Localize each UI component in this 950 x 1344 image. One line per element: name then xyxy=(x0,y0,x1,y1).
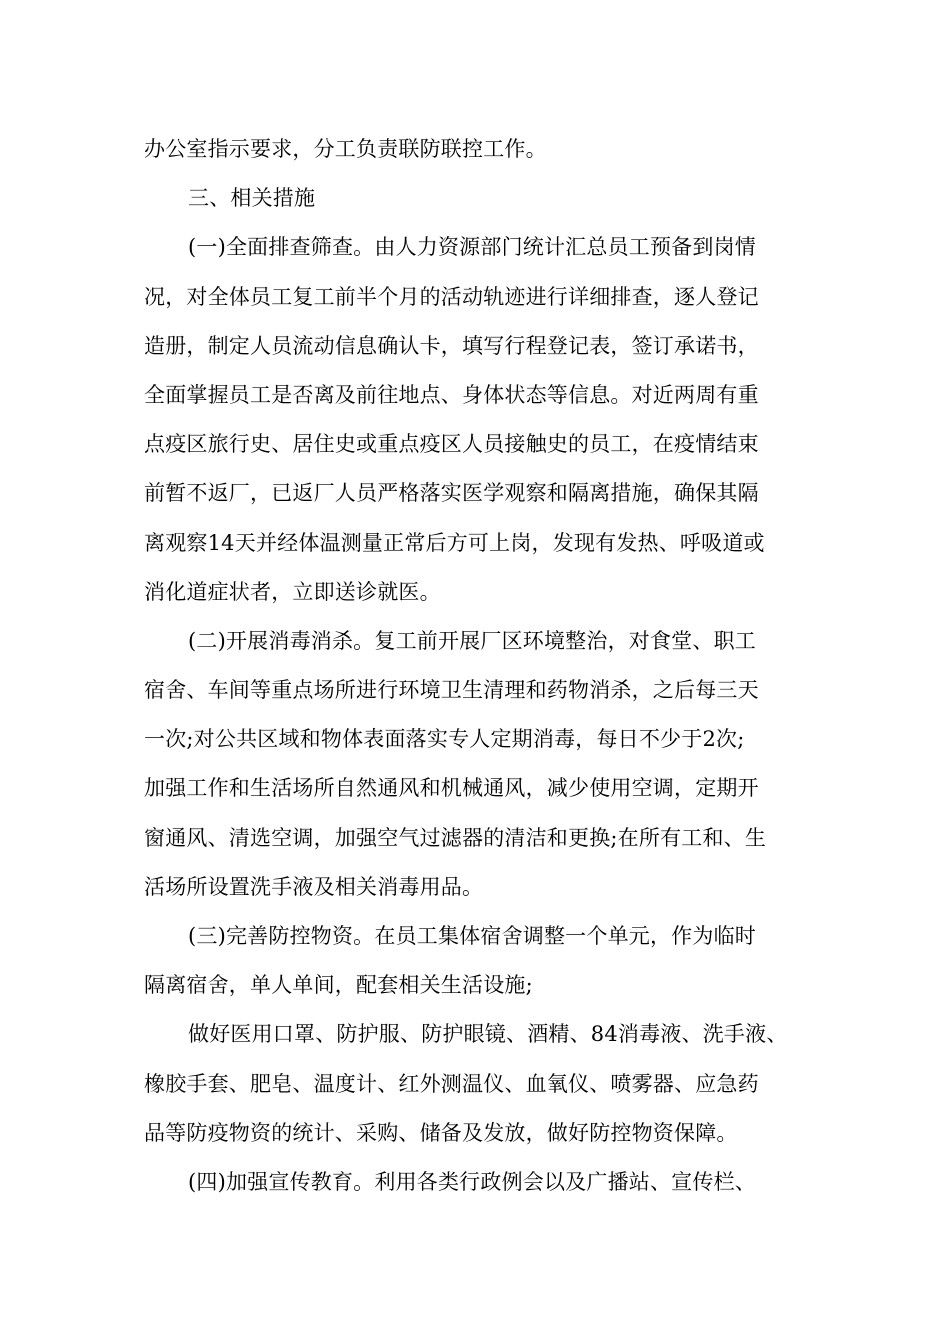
text-line-4: 况，对全体员工复工前半个月的活动轨迹进行详细排查，逐人登记 xyxy=(144,284,759,309)
document-body xyxy=(144,125,824,1207)
text-line-19: 做好医用口罩、防护服、防护眼镜、酒精、84消毒液、洗手液、 xyxy=(188,1022,788,1047)
text-line-16: 活场所设置洗手液及相关消毒用品。 xyxy=(144,874,484,899)
text-line-9: 离观察14天并经体温测量正常后方可上岗，发现有发热、呼吸道或 xyxy=(144,530,765,555)
text-line-22: (四)加强宣传教育。利用各类行政例会以及广播站、宣传栏、 xyxy=(188,1169,756,1194)
text-line-21: 品等防疫物资的统计、采购、储备及发放，做好防控物资保障。 xyxy=(144,1120,738,1145)
text-line-13: 一次;对公共区域和物体表面落实专人定期消毒，每日不少于2次; xyxy=(144,727,745,752)
text-line-17: (三)完善防控物资。在员工集体宿舍调整一个单元，作为临时 xyxy=(188,924,756,948)
text-line-11: (二)开展消毒消杀。复工前开展厂区环境整治，对食堂、职工 xyxy=(188,628,756,653)
text-line-18: 隔离宿舍，单人单间，配套相关生活设施; xyxy=(144,973,533,998)
text-line-3: (一)全面排查筛查。由人力资源部门统计汇总员工预备到岗情 xyxy=(188,235,756,260)
text-line-1: 办公室指示要求，分工负责联防联控工作。 xyxy=(144,137,547,161)
text-line-8: 前暂不返厂，已返厂人员严格落实医学观察和隔离措施，确保其隔 xyxy=(144,481,759,506)
text-line-20: 橡胶手套、肥皂、温度计、红外测温仪、血氧仪、喷雾器、应急药 xyxy=(144,1071,759,1096)
text-line-7: 点疫区旅行史、居住史或重点疫区人员接触史的员工，在疫情结束 xyxy=(144,432,759,457)
text-line-6: 全面掌握员工是否离及前往地点、身体状态等信息。对近两周有重 xyxy=(144,382,759,407)
section-heading: 三、相关措施 xyxy=(188,186,316,211)
text-line-12: 宿舍、车间等重点场所进行环境卫生清理和药物消杀，之后每三天 xyxy=(144,678,759,703)
text-line-15: 窗通风、清选空调，加强空气过滤器的清洁和更换;在所有工和、生 xyxy=(144,825,767,850)
text-line-10: 消化道症状者，立即送诊就医。 xyxy=(144,579,441,604)
text-line-5: 造册，制定人员流动信息确认卡，填写行程登记表，签订承诺书， xyxy=(144,333,759,358)
text-line-14: 加强工作和生活场所自然通风和机械通风，减少使用空调，定期开 xyxy=(144,776,759,801)
